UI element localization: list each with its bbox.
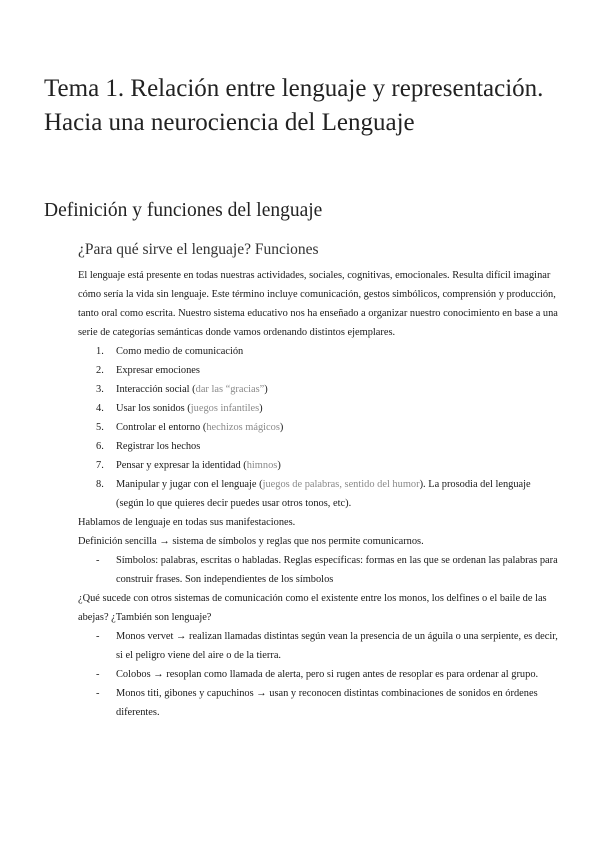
function-text: Manipular y jugar con el lenguaje ( — [116, 479, 263, 490]
function-text-after: ) — [279, 422, 284, 433]
manifestations-line: Hablamos de lenguaje en todas sus manifestaciones. — [78, 517, 296, 528]
function-number: 5. — [96, 422, 104, 433]
function-number: 4. — [96, 403, 104, 414]
function-number: 6. — [96, 441, 104, 452]
function-item — [78, 380, 558, 399]
intro-paragraph: El lenguaje está presente en todas nuestras actividades, sociales, cognitivas, emocionales. Resulta difícil imaginar cómo sería la vida sin lenguaje. Este término incluye comunicación, gestos simbólicos, comprensión y producción, tanto oral como escrita. Nuestro sistema educativo nos ha enseñado a organizar nuestro conocimiento en base a una serie de categorías semánticas donde vamos ordenando distintos ejemplares. — [78, 270, 558, 338]
symbols-list — [78, 551, 558, 589]
function-item — [78, 456, 558, 475]
bullet-text: Monos vervet → realizan llamadas distintas según vean la presencia de un águila o una serpiente, es decir, si el peligro viene del aire o de la tierra. — [116, 631, 558, 661]
bullet-dash: - — [96, 631, 100, 642]
function-text-after: ) — [277, 460, 281, 471]
function-text: Como medio de comunicación — [116, 346, 244, 357]
animal-bullet-item — [78, 665, 558, 684]
function-text: Pensar y expresar la identidad ( — [116, 460, 247, 471]
function-text: Usar los sonidos ( — [116, 403, 191, 414]
function-example: hechizos mágicos — [206, 422, 280, 433]
animals-question: ¿Qué sucede con otros sistemas de comunicación como el existente entre los monos, los delfines o el baile de las abejas? ¿También son lenguaje? — [78, 593, 547, 623]
function-item — [78, 475, 558, 513]
section-heading: Definición y funciones del lenguaje — [44, 200, 323, 221]
animals-list — [78, 627, 558, 722]
function-text-after: ). La prosodia del lenguaje (según lo que quieres decir puedes usar otros tonos, etc). — [116, 479, 531, 509]
function-item — [78, 418, 558, 437]
function-number: 1. — [96, 346, 104, 357]
function-item — [78, 437, 558, 456]
function-text: Interacción social ( — [116, 384, 196, 395]
function-item — [78, 342, 558, 361]
function-example: juegos infantiles — [190, 403, 260, 414]
function-number: 8. — [96, 479, 104, 490]
function-number: 2. — [96, 365, 104, 376]
bullet-dash: - — [96, 688, 100, 699]
function-text: Expresar emociones — [116, 365, 200, 376]
document-title: Tema 1. Relación entre lenguaje y representación. Hacia una neurociencia del Lenguaje — [44, 75, 544, 136]
bullet-text: Monos titi, gibones y capuchinos → usan y reconocen distintas combinaciones de sonidos en órdenes diferentes. — [116, 688, 538, 718]
function-text: Controlar el entorno ( — [116, 422, 207, 433]
function-text-after: ) — [264, 384, 268, 395]
function-number: 3. — [96, 384, 104, 395]
function-number: 7. — [96, 460, 104, 471]
function-item — [78, 361, 558, 380]
function-example: himnos — [246, 460, 278, 471]
definition-line: Definición sencilla → sistema de símbolos y reglas que nos permite comunicarnos. — [78, 536, 424, 547]
functions-list — [78, 342, 558, 513]
symbol-bullet-item — [78, 551, 558, 589]
function-item — [78, 399, 558, 418]
animal-bullet-item — [78, 684, 558, 722]
bullet-text: Colobos → resoplan como llamada de alerta, pero si rugen antes de resoplar es para ordenar al grupo. — [116, 669, 539, 680]
document-body — [78, 266, 558, 722]
subsection-heading: ¿Para qué sirve el lenguaje? Funciones — [78, 241, 319, 258]
function-text-after: ) — [259, 403, 263, 414]
function-text: Registrar los hechos — [116, 441, 201, 452]
animal-bullet-item — [78, 627, 558, 665]
bullet-dash: - — [96, 669, 100, 680]
function-example: dar las “gracias” — [195, 384, 265, 395]
function-example: juegos de palabras, sentido del humor — [262, 479, 420, 490]
bullet-dash: - — [96, 555, 100, 566]
bullet-text: Símbolos: palabras, escritas o habladas. Reglas específicas: formas en las que se ordenan las palabras para construir frases. Son independientes de los símbolos — [116, 555, 558, 585]
